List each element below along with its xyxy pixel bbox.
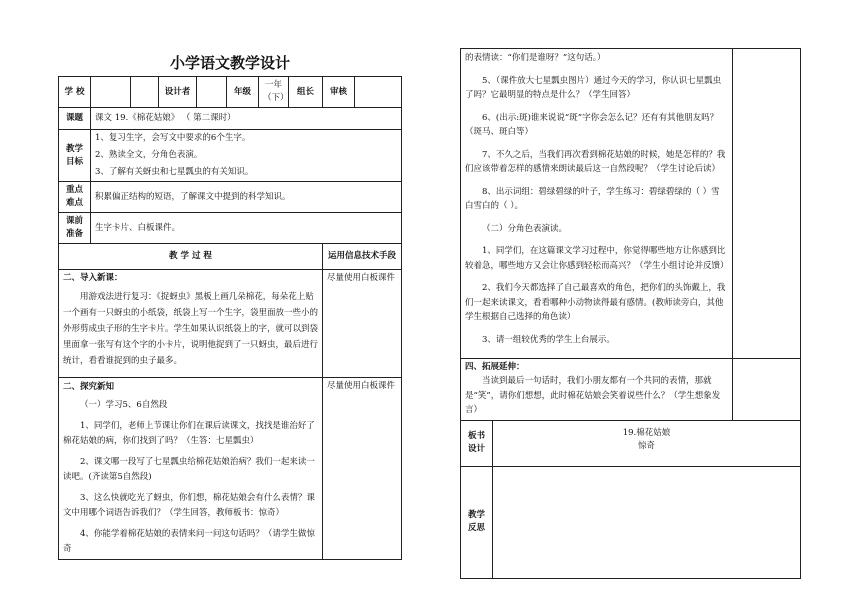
tech-cell: 尽量使用白板课件	[323, 378, 402, 560]
reflect-content	[493, 466, 801, 578]
goals-label: 教学目标	[59, 130, 91, 182]
paragraph: 3、这么快就吃光了蚜虫，你们想，棉花姑娘会有什么表情？课文中用哪个词语告诉我们？（学生回答，教师板书：惊奇）	[63, 493, 315, 518]
blank-cell	[131, 77, 159, 108]
paragraph: 的表情读：“你们是谁呀？”这句话。）	[465, 53, 606, 63]
section-explore	[59, 378, 323, 560]
tech-cell	[733, 49, 801, 359]
reflect-label: 教学反思	[461, 466, 493, 578]
review-value	[355, 77, 402, 108]
section-heading: 四、拓展延伸：	[465, 362, 525, 372]
extension-cell	[461, 359, 733, 421]
subsection-heading: （二）分角色表演读。	[482, 223, 568, 234]
subsection-heading: （一）学习5、6自然段	[80, 400, 168, 410]
board-content	[493, 420, 801, 466]
tech-cell	[733, 359, 801, 421]
lesson-plan-table-left	[58, 76, 402, 560]
grade-value: 一年（下）	[259, 77, 289, 108]
prep-label: 课前准备	[59, 213, 91, 244]
topic-label: 课题	[59, 108, 91, 130]
tech-header: 运用信息技术手段	[323, 244, 402, 270]
school-value	[91, 77, 131, 108]
board-line: 惊奇	[638, 440, 656, 451]
paragraph: 1、同学们，老师上节课让你们在课后读课文，找找是谁治好了棉花姑娘的病，你们找到了吗？（生答：七星瓢虫）	[63, 421, 315, 446]
section-heading: 二、导入新课：	[63, 273, 123, 283]
designer-value	[197, 77, 227, 108]
goal-item: 1、复习生字，会写文中要求的6个生字。	[95, 133, 251, 143]
paragraph: 6、(出示:斑)谁来说说“斑”字你会怎么记？还有有其他朋友吗？（斑马、斑白等）	[465, 112, 719, 137]
goals-list	[91, 130, 402, 182]
paragraph: 4、你能学着棉花姑娘的表情来问一问这句话吗？（请学生做惊奇	[63, 529, 315, 554]
lesson-plan-table-right	[460, 48, 801, 579]
review-label: 审核	[323, 77, 355, 108]
key-value: 积累偏正结构的短语，了解课文中提到的科学知识。	[91, 182, 402, 213]
section-body: 用游戏法进行复习：《捉蚜虫》黑板上画几朵棉花，每朵花上贴一个画有一只蚜虫的小纸袋，纸袋上写一个生字，袋里面放一些小的外形剪成虫子形的生字卡片。学生如果认识纸袋上的字，就可以到袋里面拿一张写有这个字的小卡片，说明他捉到了一只蚜虫，最后进行统计，看看谁捉到的虫子最多。	[63, 292, 319, 366]
topic-value: 课文 19.《棉花姑娘》 （ 第二课时）	[91, 108, 402, 130]
paragraph: 5、（课件放大七星瓢虫图片）通过今天的学习，你认识七星瓢虫了吗？它最明显的特点是什么？（学生回答）	[465, 75, 722, 100]
right-process-cell	[461, 49, 733, 359]
tech-cell: 尽量使用白板课件	[323, 270, 402, 378]
prep-value: 生字卡片、白板课件。	[91, 213, 402, 244]
board-line: 19.棉花姑娘	[622, 427, 671, 438]
paragraph: 3、请一组较优秀的学生上台展示。	[482, 334, 615, 345]
section-heading: 二、探究新知	[63, 382, 115, 392]
leader-label: 组长	[289, 77, 323, 108]
goal-item: 3、了解有关蚜虫和七星瓢虫的有关知识。	[95, 167, 254, 177]
section-intro	[59, 270, 323, 378]
paragraph: 1、同学们，在这篇课文学习过程中，你觉得哪些地方让你感到比较着急，哪些地方又会让你感到轻松而高兴？（学生小组讨论并反馈）	[465, 246, 729, 271]
board-label: 板书设计	[461, 420, 493, 466]
designer-label: 设计者	[159, 77, 197, 108]
paragraph: 8、出示词组：碧绿碧绿的叶子，学生练习：碧绿碧绿的（ ）雪白雪白的（ ）。	[465, 186, 720, 211]
paragraph: 7、不久之后，当我们再次看到棉花姑娘的时候，她是怎样的？我们应该带着怎样的感情来朗读最后这一自然段呢？（学生讨论后读）	[465, 149, 726, 174]
grade-label: 年级	[227, 77, 259, 108]
key-label: 重点难点	[59, 182, 91, 213]
paragraph: 当读到最后一句话时，我们小朋友都有一个共同的表情，那就是“笑”，请你们想想，此时棉花姑娘会笑着说些什么？（学生想象发言）	[465, 376, 721, 415]
goal-item: 2、熟读全文，分角色表演。	[95, 150, 203, 160]
school-label: 学 校	[59, 77, 91, 108]
page-title: 小学语文教学设计	[169, 54, 290, 72]
paragraph: 2、课文哪一段写了七星瓢虫给棉花姑娘治病？我们一起来读一读吧。(齐读第5自然段)	[63, 457, 315, 482]
process-header: 教 学 过 程	[59, 244, 323, 270]
paragraph: 2、我们今天都选择了自己最喜欢的角色，把你们的头饰戴上，我们一起来读课文，看看哪种小动物读得最有感情。(教师读旁白，其他学生根据自己选择的角色读）	[465, 283, 726, 322]
